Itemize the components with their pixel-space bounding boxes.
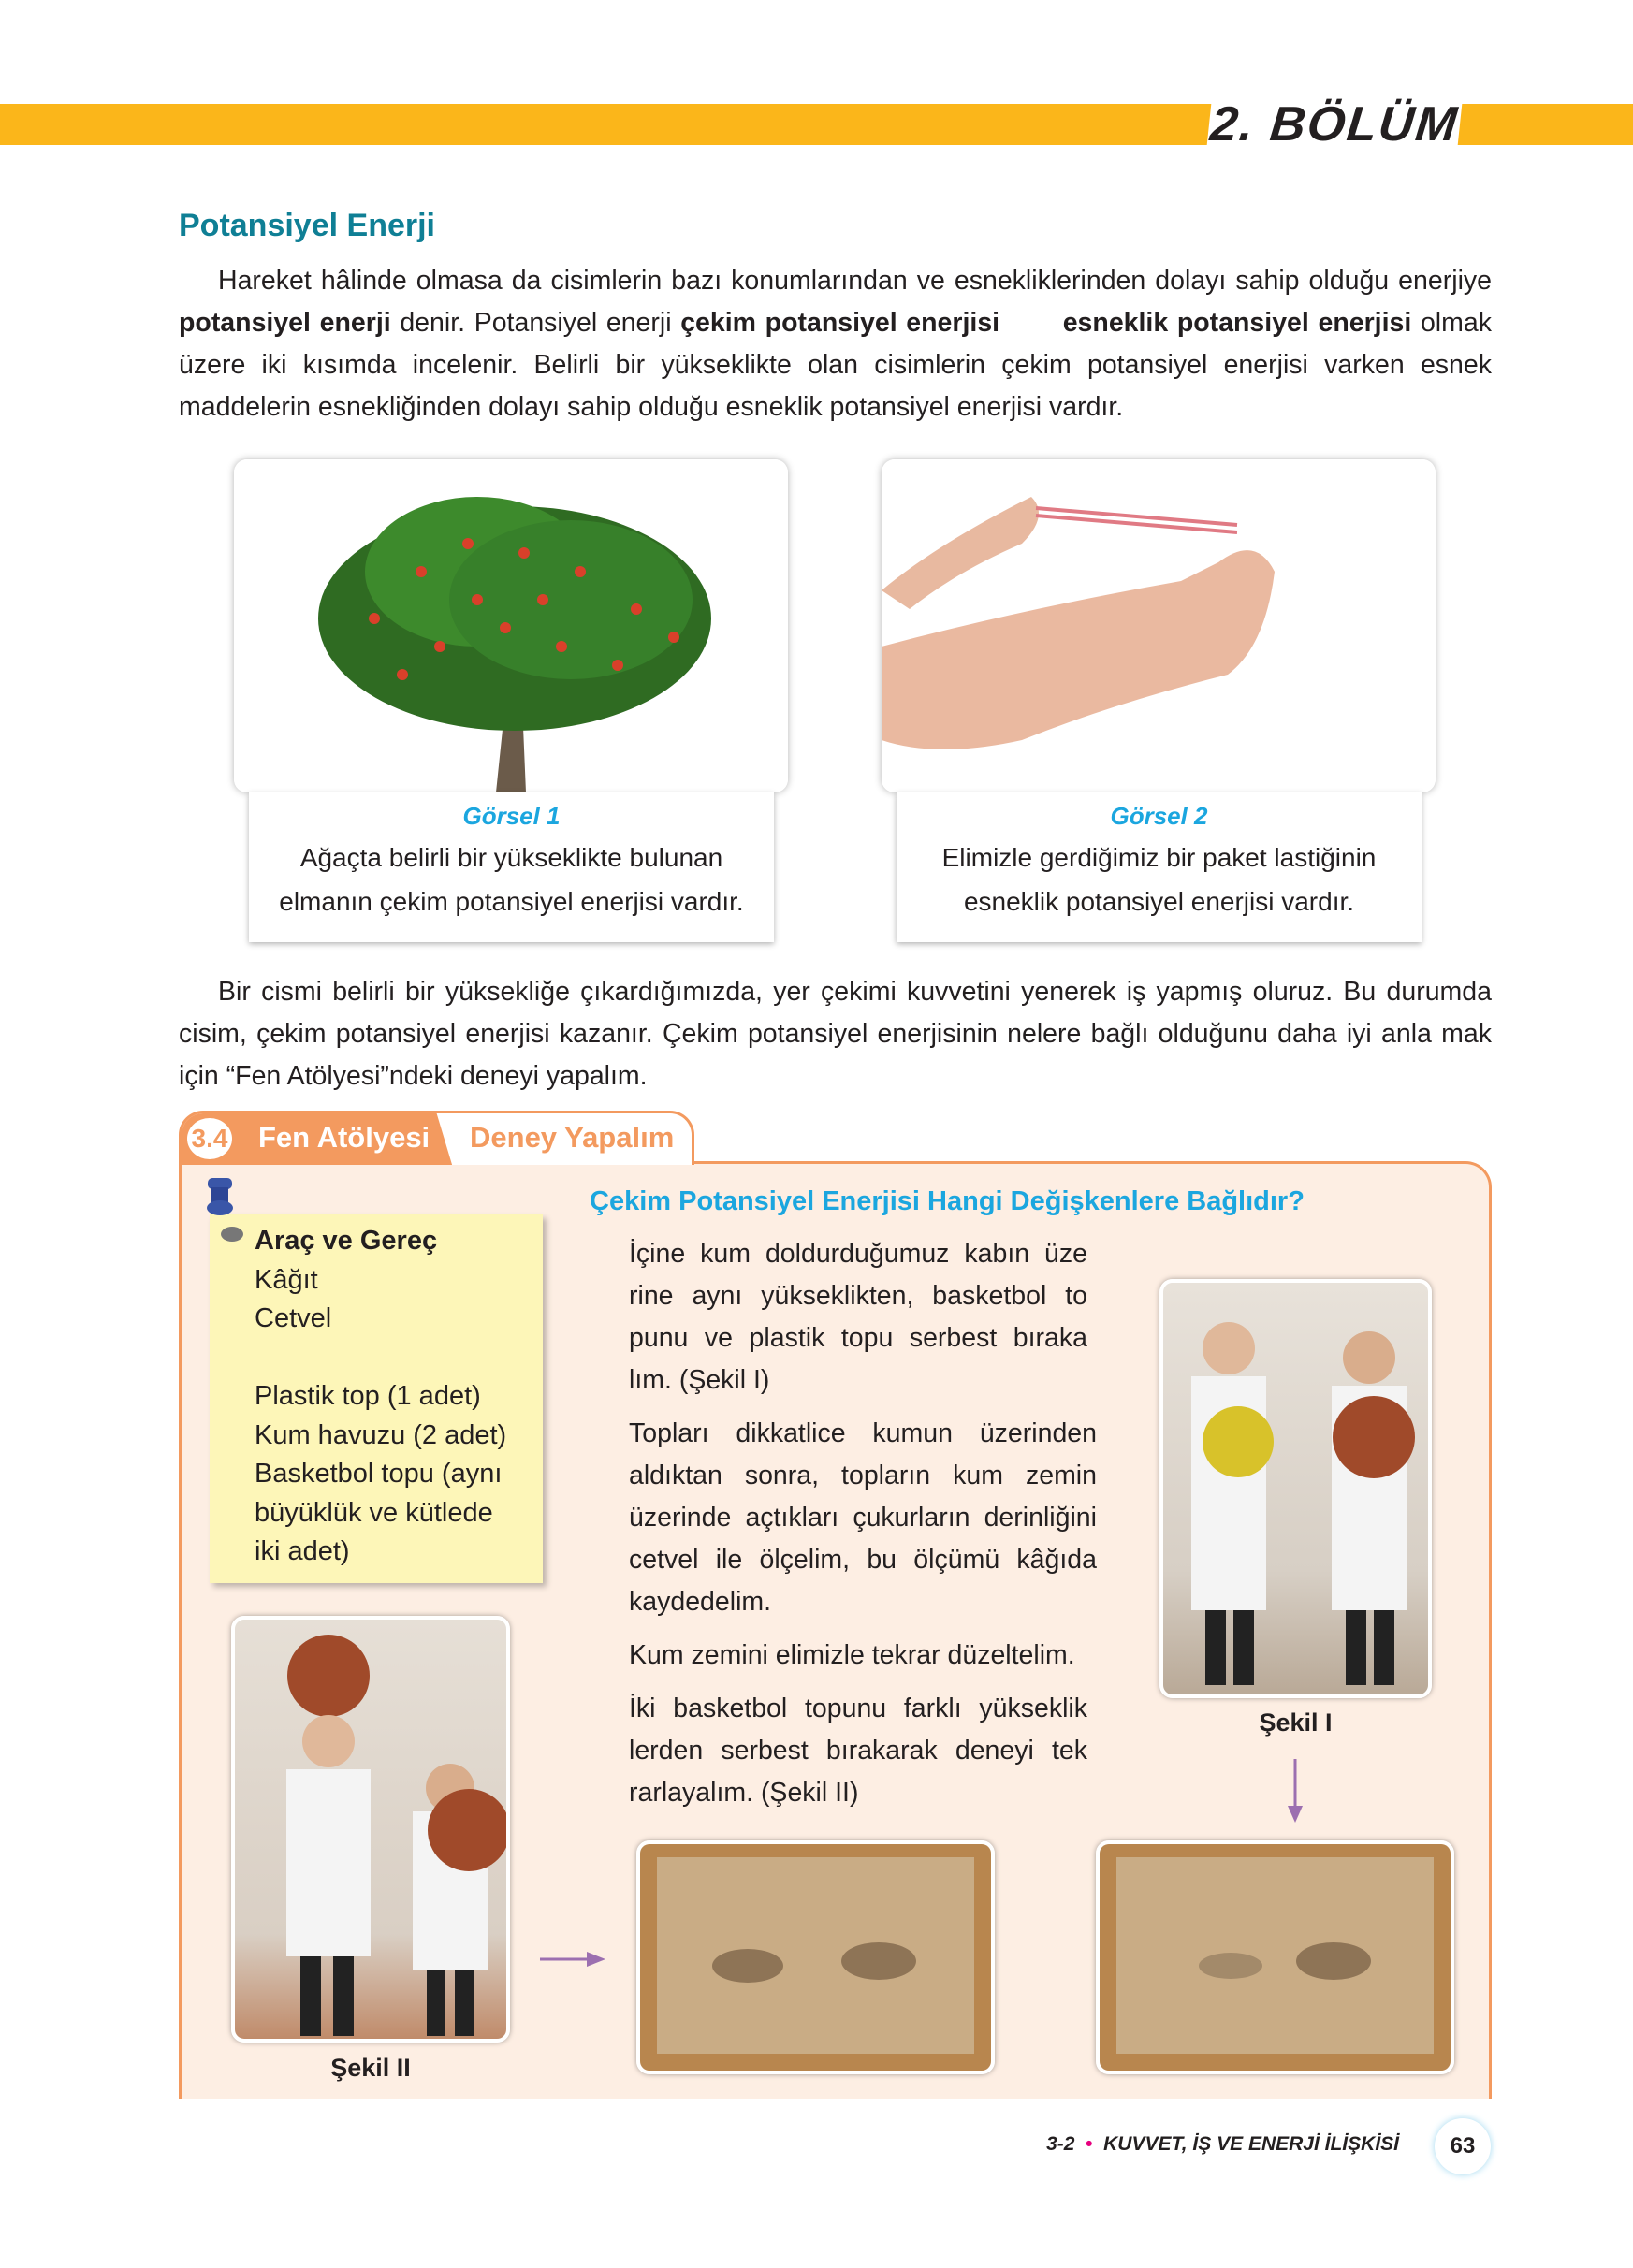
workshop-tab	[179, 1111, 694, 1165]
pushpin-icon	[200, 1174, 256, 1249]
figure-2-caption: Görsel 2 Elimizle gerdiğimiz bir paket lastiğinin esneklik potansiyel enerjisi vardır.	[897, 792, 1422, 942]
chapter-label: 2. BÖLÜM	[1206, 94, 1464, 155]
intro-paragraph: Hareket hâlinde olmasa da cisimlerin bazı konumlarından ve esnekliklerinden dolayı sahip olduğu enerjiye potansiyel enerji denir. Potansiyel enerji çekim potansiyel enerjisi esneklik potansiyel enerjisi olmak üzere iki kısımda incelenir. Belirli bir yükseklikte olan cisimlerin çekim potansiyel enerjisi varken esnek maddelerin esnekliğinden dolayı sahip olduğu esneklik potansiyel enerjisi vardır.	[179, 266, 1492, 422]
sandbox-photo-2	[1096, 1840, 1454, 2074]
arrow-down-icon	[1284, 1759, 1306, 1825]
workshop-type: Deney Yapalım	[470, 1121, 675, 1154]
figure-1-caption: Görsel 1 Ağaçta belirli bir yükseklikte bulunan elmanın çekim potansiyel enerjisi vardır.	[249, 792, 774, 942]
section-title: Potansiyel Enerji	[179, 208, 435, 243]
figure-2-photo	[231, 1616, 510, 2043]
figure-2-label: Şekil II	[330, 2054, 411, 2082]
arrow-right-icon	[540, 1948, 607, 1970]
sandbox-photo-1	[636, 1840, 995, 2074]
experiment-steps: İçine kum doldurduğumuz kabın üze rine aynı yükseklikten, basketbol to punu ve plastik topu serbest bıraka lım. (Şekil I) Topları dikkatlice kumun üzerinden aldıktan sonra, topların kum zemin üzerinde açtıkları çukurların derinliğini cetvel ile ölçelim, bu ölçümü kâğıda kaydedelim. Kum zemini elimizle tekrar düzeltelim. İki basketbol topunu farklı yükseklik lerden serbest bırakarak deneyi tek rarlayalım. (Şekil II)	[629, 1239, 1097, 1808]
footer-unit: 3-2 • KUVVET, İŞ VE ENERJİ İLİŞKİSİ	[1046, 2133, 1399, 2155]
figure-1-photo	[1159, 1279, 1432, 1698]
second-paragraph: Bir cismi belirli bir yüksekliğe çıkardığımızda, yer çekimi kuvvetini yenerek iş yapmış oluruz. Bu durumda cisim, çekim potansiyel enerjisi kazanır. Çekim potansiyel enerjisinin nelere bağlı olduğunu daha iyi anla mak için “Fen Atölyesi”ndeki deneyi yapalım.	[179, 977, 1492, 1091]
tree-image	[234, 459, 788, 792]
workshop-label: Fen Atölyesi	[258, 1121, 430, 1154]
footer-title: KUVVET, İŞ VE ENERJİ İLİŞKİSİ	[1103, 2133, 1399, 2155]
page-number: 63	[1435, 2118, 1491, 2174]
figure-1-label: Şekil I	[1259, 1708, 1333, 1737]
workshop-number: 3.4	[187, 1118, 232, 1159]
materials-note: Araç ve Gereç Kâğıt Cetvel Plastik top (1 adet) Kum havuzu (2 adet) Basketbol topu (aynı büyüklük ve kütlede iki adet)	[210, 1214, 543, 1583]
rubber-band-image	[882, 459, 1436, 792]
experiment-question: Çekim Potansiyel Enerjisi Hangi Değişkenlere Bağlıdır?	[590, 1186, 1305, 1216]
